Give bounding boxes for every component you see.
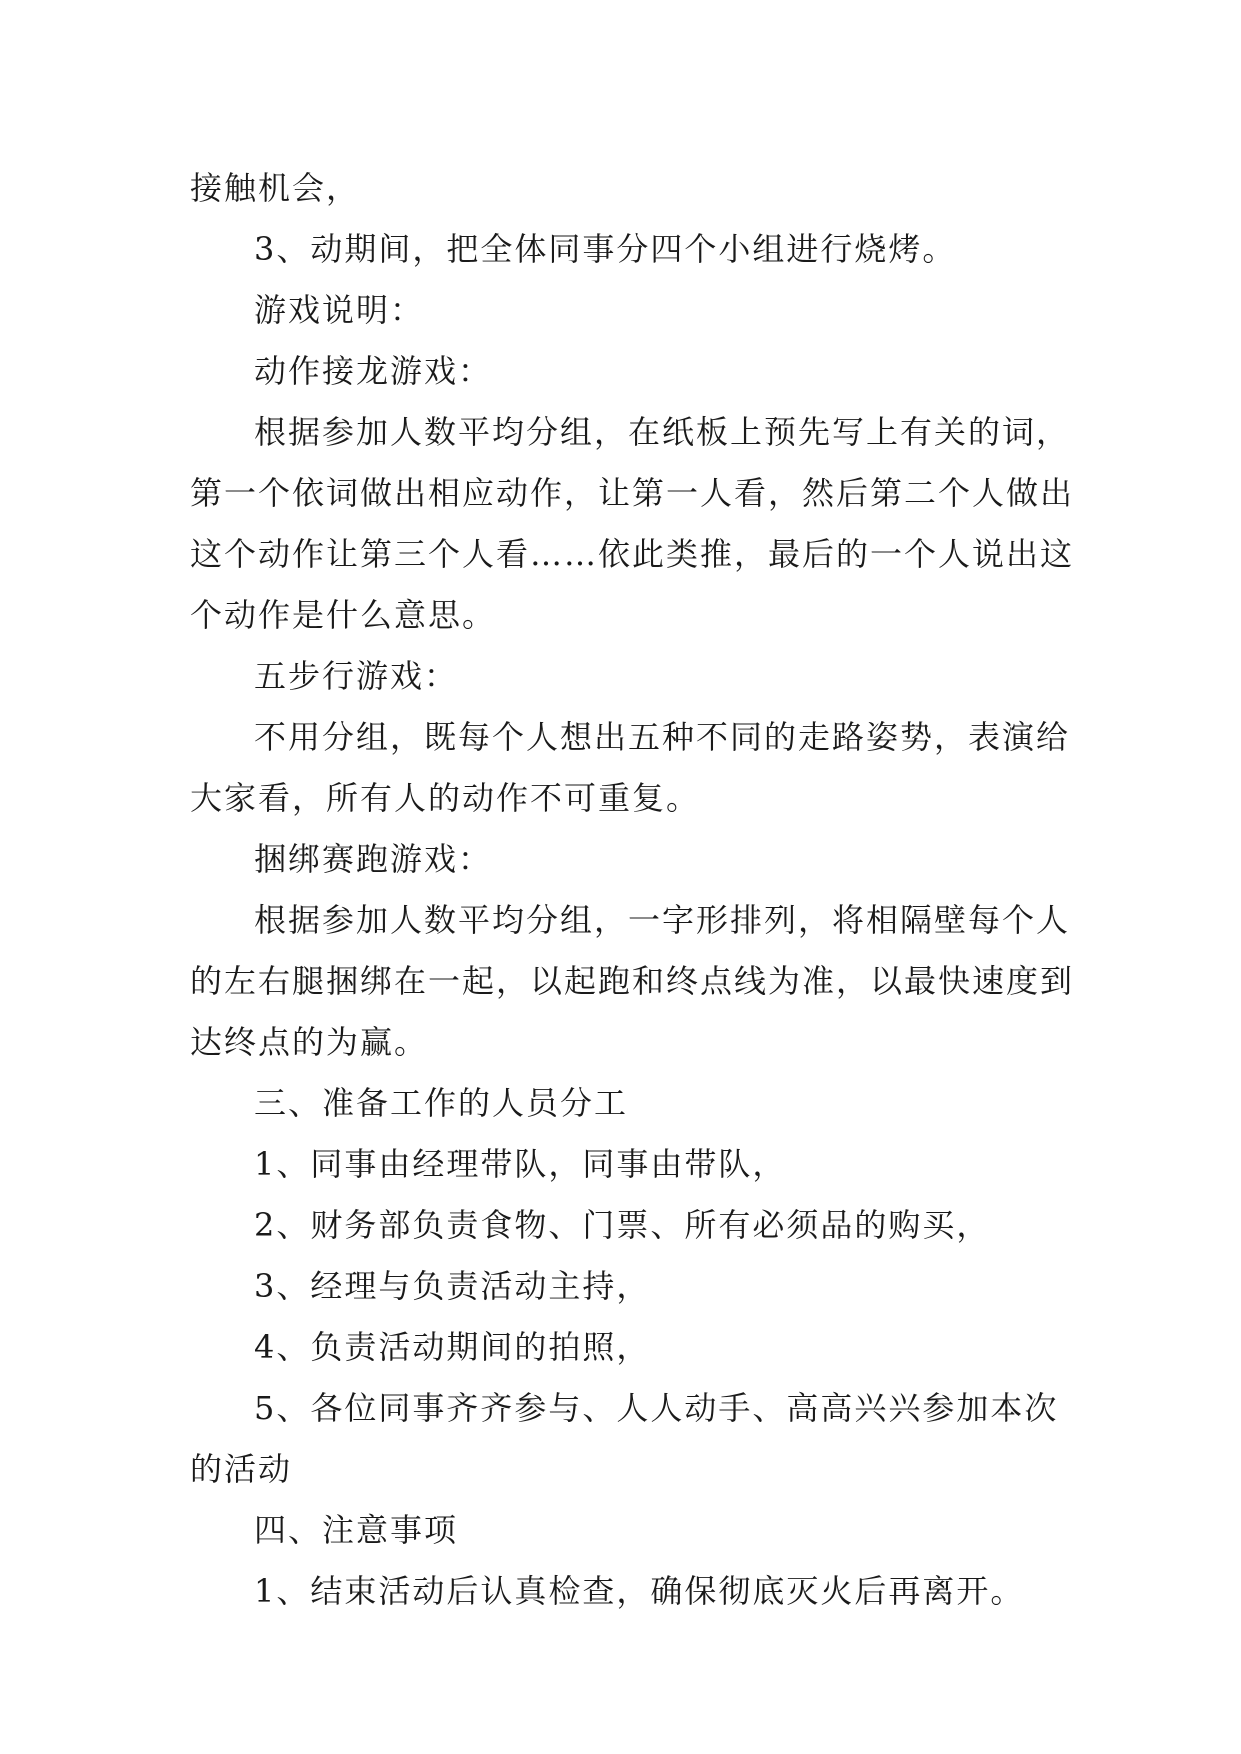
section-heading: 四、注意事项 — [254, 1511, 459, 1549]
list-item: 5、各位同事齐齐参与、人人动手、高高兴兴参加本次 — [254, 1389, 1059, 1427]
text-line: 根据参加人数平均分组，一字形排列，将相隔壁每个人 — [254, 901, 1071, 939]
text-line: 根据参加人数平均分组，在纸板上预先写上有关的词， — [254, 413, 1071, 451]
list-item: 1、同事由经理带队，同事由带队， — [254, 1145, 787, 1183]
text-line: 达终点的为赢。 — [190, 1023, 429, 1061]
text-line: 的活动 — [190, 1450, 293, 1488]
text-line: 3、动期间，把全体同事分四个小组进行烧烤。 — [254, 230, 957, 268]
text-line: 大家看，所有人的动作不可重复。 — [190, 779, 701, 817]
text-line: 不用分组，既每个人想出五种不同的走路姿势，表演给 — [254, 718, 1071, 756]
text-line: 个动作是什么意思。 — [190, 596, 497, 634]
list-item: 4、负责活动期间的拍照， — [254, 1328, 651, 1366]
text-line: 接触机会， — [190, 169, 361, 207]
section-heading: 三、准备工作的人员分工 — [254, 1084, 629, 1122]
document-body — [190, 158, 1075, 1622]
text-line: 的左右腿捆绑在一起，以起跑和终点线为准，以最快速度到 — [190, 962, 1075, 1000]
section-heading: 游戏说明： — [254, 291, 425, 329]
game-title: 五步行游戏： — [254, 657, 459, 695]
list-item: 2、财务部负责食物、门票、所有必须品的购买， — [254, 1206, 991, 1244]
game-title: 捆绑赛跑游戏： — [254, 840, 493, 878]
game-title: 动作接龙游戏： — [254, 352, 493, 390]
list-item: 1、结束活动后认真检查，确保彻底灭火后再离开。 — [254, 1572, 1025, 1610]
text-line: 第一个依词做出相应动作，让第一人看，然后第二个人做出 — [190, 474, 1075, 512]
text-line: 这个动作让第三个人看……依此类推，最后的一个人说出这 — [190, 535, 1075, 573]
list-item: 3、经理与负责活动主持， — [254, 1267, 651, 1305]
